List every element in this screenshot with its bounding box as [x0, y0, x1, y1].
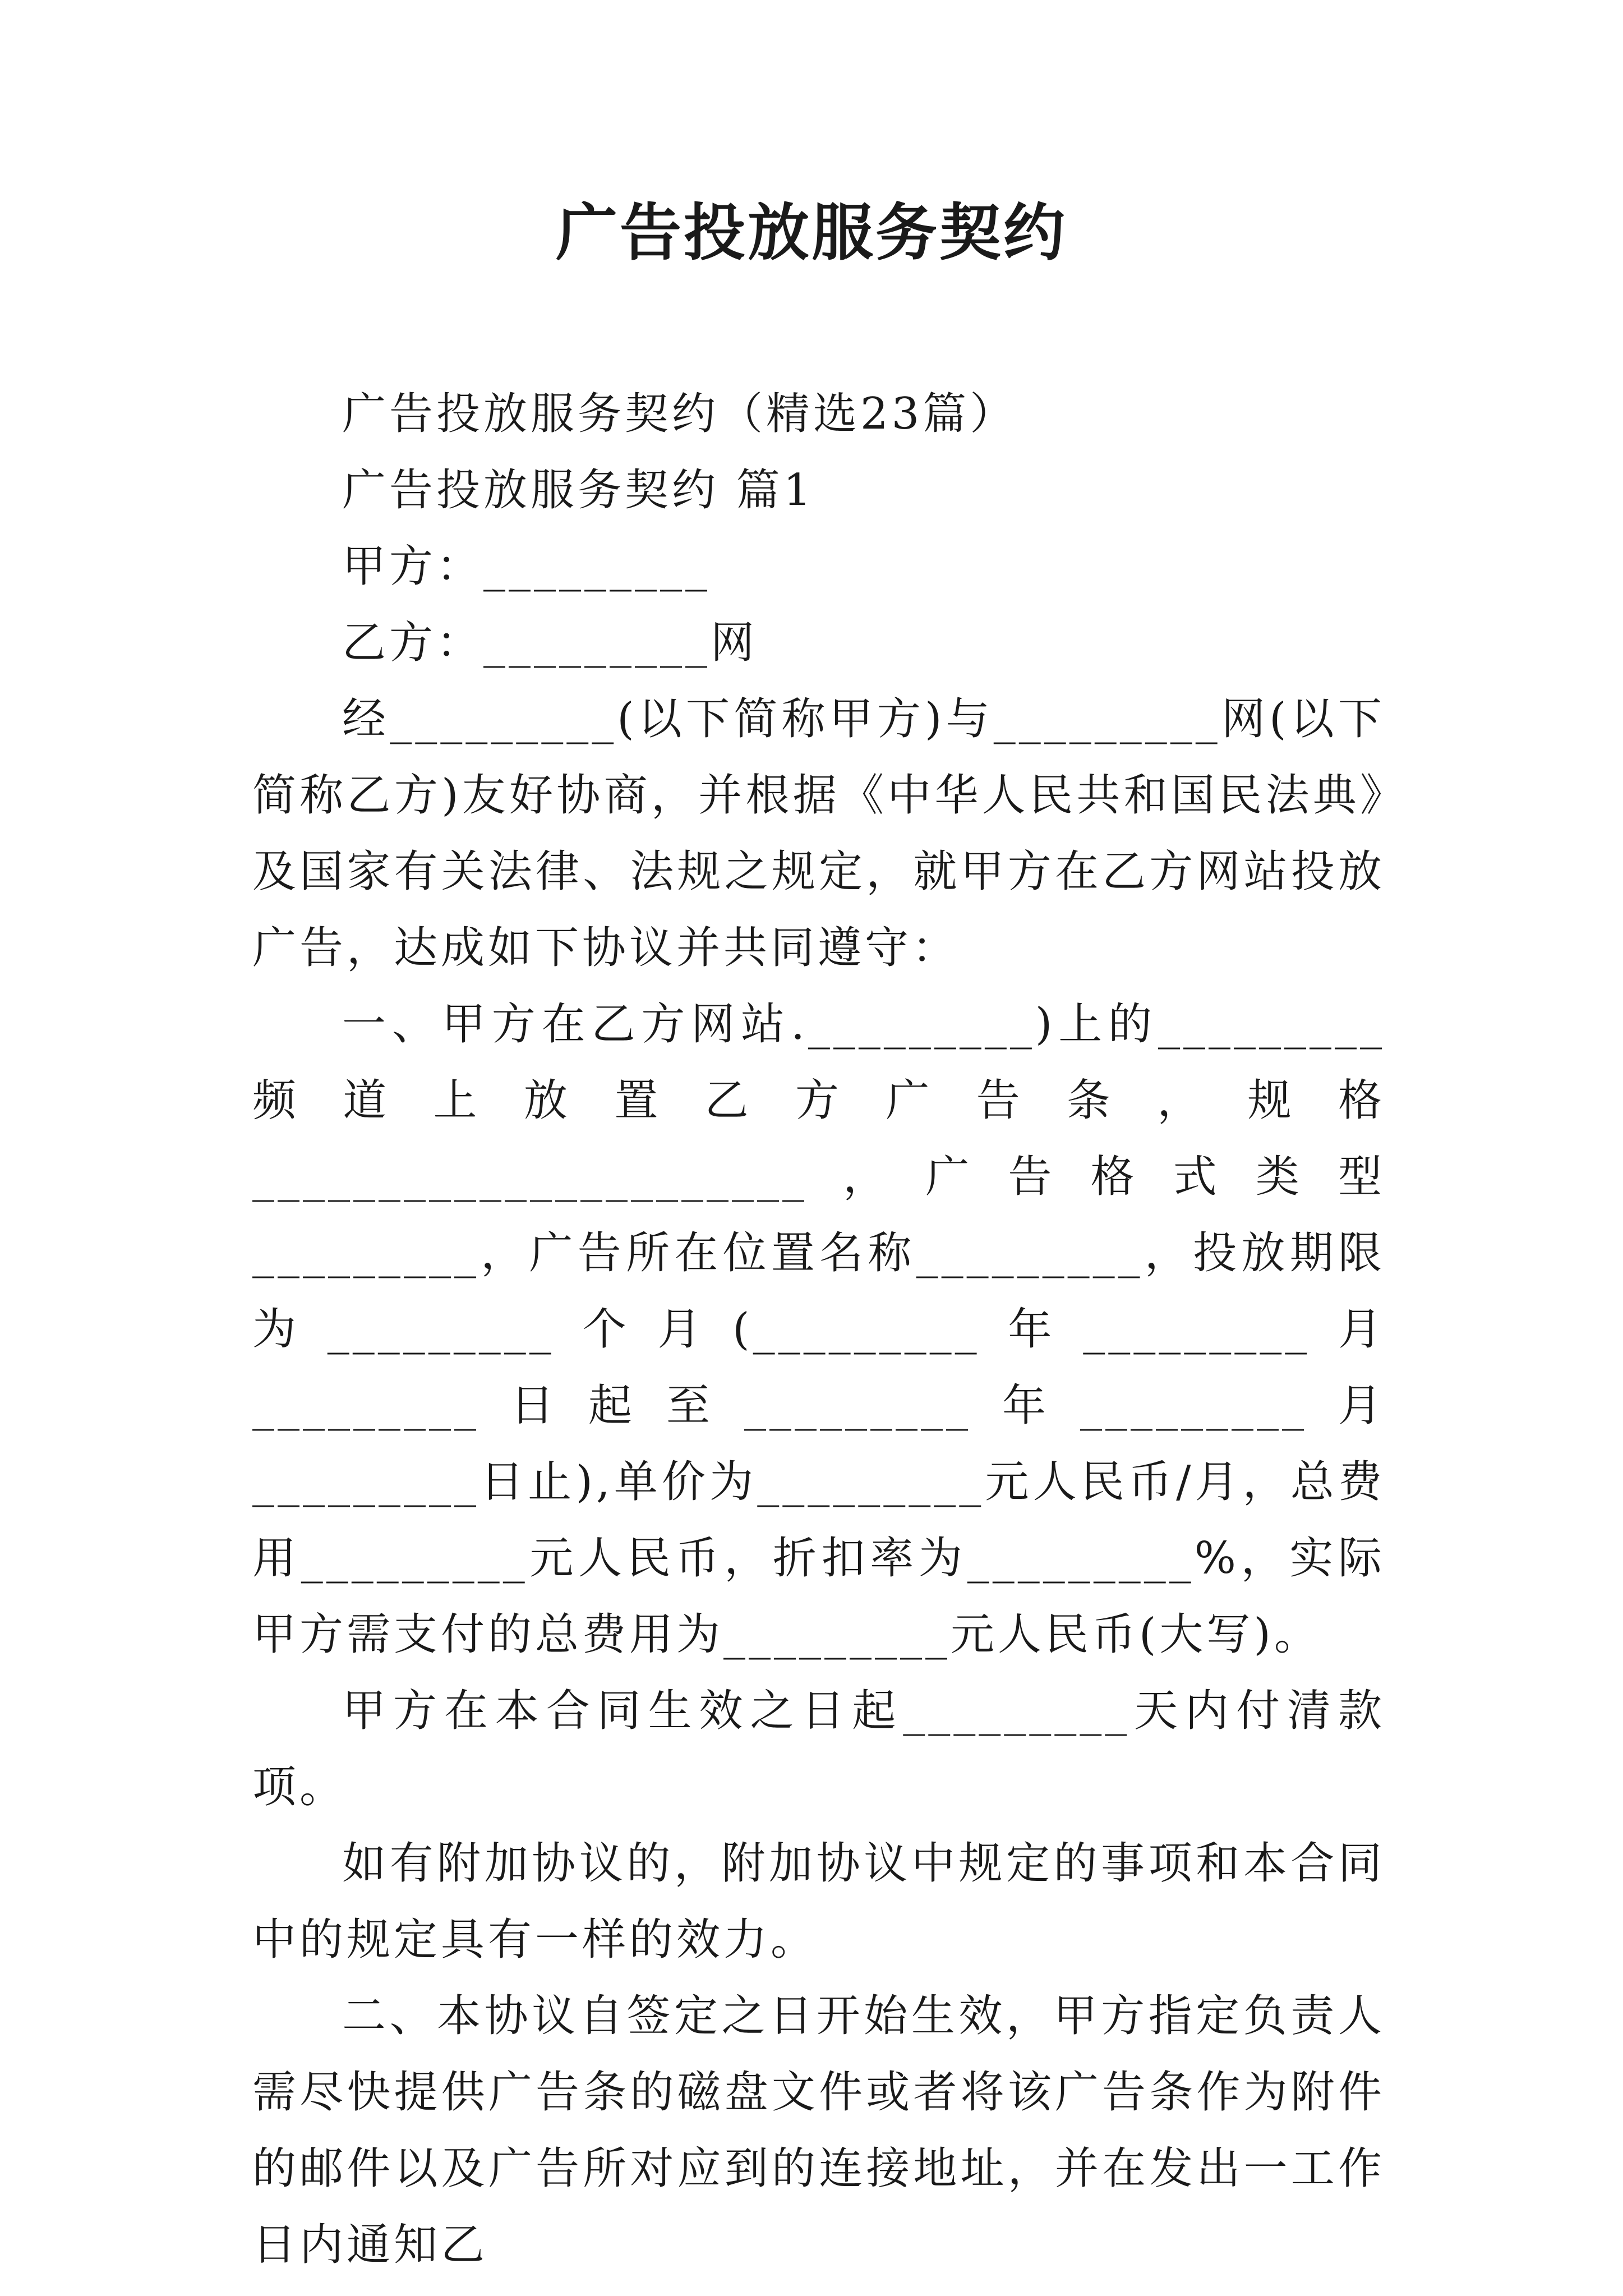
- paragraph-payment: 甲方在本合同生效之日起_________天内付清款项。: [252, 1686, 1385, 1812]
- paragraph-part-heading: 广告投放服务契约 篇1: [342, 465, 815, 516]
- paragraph-supplement: 如有附加协议的，附加协议中规定的事项和本合同中的规定具有一样的效力。: [252, 1838, 1385, 1965]
- paragraph-clause-1: 一、甲方在乙方网站._________)上的_________频道上放置乙方广告条，规格______________________，广告格式类型_________，广告所在位置名称_________，投放期限为_________个月(_________年_________月_________日起至_________年_________月_________日止),单价为_________元人民币/月，总费用_________元人民币，折扣率为_________%，实际甲方需支付的总费用为_________元人民币(大写)。: [252, 999, 1385, 1660]
- paragraph-party-b: 乙方：_________网: [342, 618, 758, 668]
- paragraph-party-a: 甲方：_________: [342, 541, 711, 592]
- paragraph-clause-2: 二、本协议自签定之日开始生效，甲方指定负责人需尽快提供广告条的磁盘文件或者将该广告条作为附件的邮件以及广告所对应到的连接地址，并在发出一工作日内通知乙: [252, 1991, 1385, 2270]
- document-title: 广告投放服务契约: [556, 196, 1067, 269]
- paragraph-subtitle: 广告投放服务契约（精选23篇）: [342, 389, 1017, 439]
- paragraph-preamble: 经_________(以下简称甲方)与_________网(以下简称乙方)友好协商，并根据《中华人民共和国民法典》及国家有关法律、法规之规定，就甲方在乙方网站投放广告，达成如下协议并共同遵守：: [252, 694, 1385, 973]
- document-body: [252, 376, 1385, 2283]
